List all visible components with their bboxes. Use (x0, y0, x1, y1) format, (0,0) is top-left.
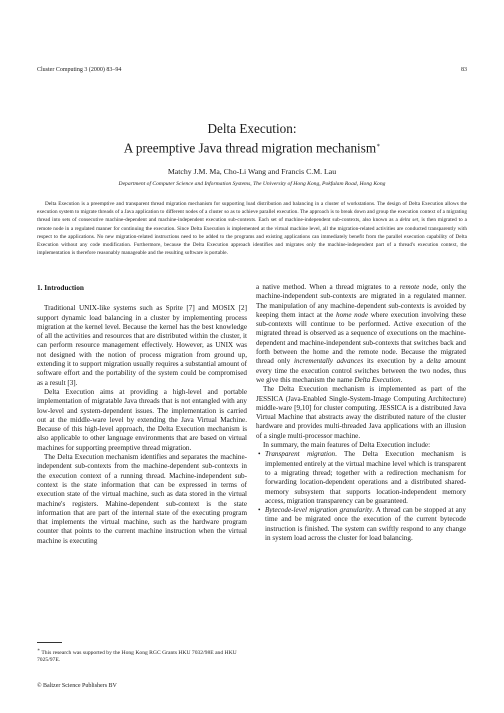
footnote: ∗ This research was supported by the Hong Kong RGC Grants HKU 7032/98E and HKU 7025/97E. (37, 647, 237, 664)
running-head (37, 67, 467, 73)
right-column (256, 283, 466, 543)
intro-paragraph-1: Traditional UNIX-like systems such as Sprite [7] and MOSIX [2] support dynamic load balancing in a cluster by implementing process migration at the kernel level. Because the kernel has the best knowledge of all the activities and resources that are distributed within the cluster, it can perform resource management effectively. However, as UNIX was not designed with the notion of process migration from ground up, extending it to support migration usually requires a substantial amount of software effort and the portability of the system could be compromised as a result [3]. (37, 304, 247, 387)
footnote-rule (37, 642, 62, 643)
right-paragraph-1: a native method. When a thread migrates to a remote node, only the machine-independent sub-contexts are migrated in a regulated manner. The manipulation of any machine-dependent sub-contexts is avoided by keeping them intact at the home node where execution involving these sub-contexts will continue to be performed. Active execution of the migrated thread is observed as a sequence of executions on the machine-dependent and machine-independent sub-contexts that switches back and forth between the home and the remote node. Because the migrated thread only incrementally advances its execution by a delta amount every time the execution control switches between the two nodes, thus we give this mechanism the name Delta Execution. (256, 283, 467, 384)
copyright-line: © Baltzer Science Publishers BV (37, 683, 117, 689)
right-paragraph-2: The Delta Execution mechanism is implemented as part of the JESSICA (Java-Enabled Single-System-Image Computing Architecture) middle-ware [9,10] for cluster computing. JESSICA is a distributed Java Virtual Machine that abstracts away the distributed nature of the cluster hardware and provides multi-threaded Java applications with an illusion of a single multi-processor machine. (256, 385, 466, 440)
journal-citation: Cluster Computing 3 (2000) 83–94 (37, 67, 122, 73)
feature-item-bytecode-granularity: • Bytecode-level migration granularity. A thread can be stopped at any time and be migrated once the execution of the current bytecode instruction is finished. The system can swiftly respond to any change in system load across the cluster for load balancing. (258, 506, 466, 543)
title-line-2: A preemptive Java thread migration mechanism∗ (123, 139, 381, 155)
footnote-mark: ∗ (37, 647, 41, 652)
bullet-icon: • (258, 450, 261, 459)
intro-paragraph-3: The Delta Execution mechanism identifies and separates the machine-independent sub-contexts from the machine-dependent sub-contexts in the execution context of a running thread. Machine-independent sub-context is the state information that can be expressed in terms of execution state of the virtual machine, such as data stored in the virtual machine's registers. Mahine-dependent sub-context is the state information that are part of the internal state of the executing program that implements the virtual machine, such as the hardware program counter that points to the current machine instruction when the virtual machine is executing (37, 453, 247, 545)
feature-item-transparent-migration: • Transparent migration. The Delta Execution mechanism is implemented entirely at the virtual machine level which is transparent to a migrating thread; together with a redirection mechanism for forwarding location-dependent operations and a distributed shared-memory subsystem that supports location-independent memory access, migration transparency can be guaranteed. (258, 450, 466, 505)
title-footnote-mark: ∗ (376, 142, 381, 149)
paper-title (0, 121, 504, 156)
page-number: 83 (461, 67, 467, 73)
bullet-icon: • (258, 506, 261, 515)
intro-paragraph-2: Delta Execution aims at providing a high-level and portable implementation of migratable Java threads that is not entangled with any low-level and system-dependent issues. The implementation is carried out at the middle-ware level by extending the Java Virtual Machine. Because of this high-level approach, the Delta Execution mechanism is also applicable to other language environments that are based on virtual machines for supporting preemptive thread migration. (37, 387, 247, 452)
title-line-1: Delta Execution: (207, 121, 297, 136)
affiliation: Department of Computer Science and Information Systems, The University of Hong Kong, Pokfulam Road, Hong Kong (118, 181, 386, 187)
left-column (37, 283, 247, 546)
abstract: Delta Execution is a preemptive and transparent thread migration mechanism for supporting load distribution and balancing in a cluster of workstations. The design of Delta Execution allows the execution system to migrate threads of a Java application to different nodes of a cluster so as to achieve parallel execution. The approach is to break down and group the execution context of a migrating thread into sets of consecutive machine-dependent and machine-independent execution sub-contexts. Each set of machine-independent sub-contexts, also known as a delta set, is then migrated to a remote node in a regulated manner for continuing the execution. Since Delta Execution is implemented at the virtual machine level, all the migration-related activities are conducted transparently with respect to the applications. No new migration-related instructions need to be added to the programs and existing applications can immediately benefit from the parallel execution capability of Delta Execution without any code modification. Furthermore, because the Delta Execution approach identifies and migrates only the machine-independent part of a thread's execution context, the implementation is therefore reasonably manageable and the resulting software is portable. (37, 201, 468, 257)
author-list: Matchy J.M. Ma, Cho-Li Wang and Francis C.M. Lau (167, 167, 337, 176)
feature-list (256, 450, 466, 543)
abstract-term-delta-set: delta set (399, 217, 419, 224)
right-paragraph-3: In summary, the main features of Delta Execution include: (263, 441, 431, 450)
section-heading: 1. Introduction (37, 283, 84, 292)
